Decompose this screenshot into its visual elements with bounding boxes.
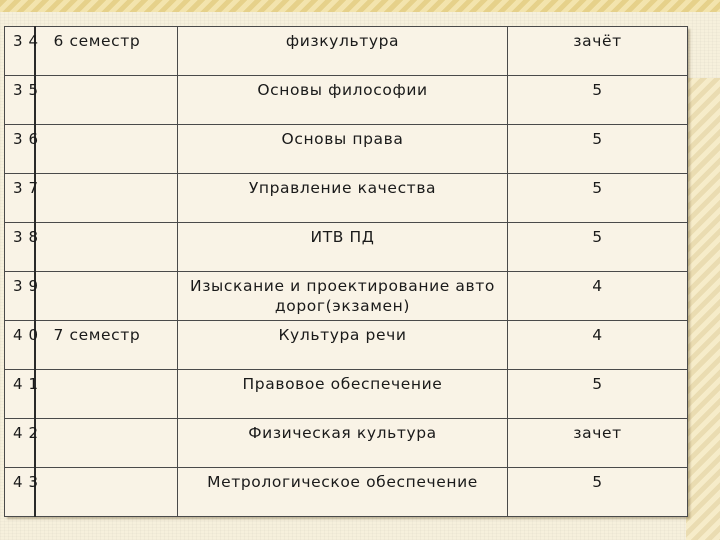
grades-table-container <box>4 26 687 516</box>
grade-cell: зачет <box>508 419 688 468</box>
semester-cell: 7 семестр <box>35 321 178 370</box>
row-number: 43 <box>5 468 35 517</box>
subject-cell: Основы права <box>178 125 508 174</box>
semester-cell: 6 семестр <box>35 27 178 76</box>
row-number: 36 <box>5 125 35 174</box>
row-number: 40 <box>5 321 35 370</box>
semester-cell <box>35 272 178 321</box>
semester-cell <box>35 370 178 419</box>
grade-cell: 5 <box>508 76 688 125</box>
subject-cell: Метрологическое обеспечение <box>178 468 508 517</box>
row-number: 38 <box>5 223 35 272</box>
subject-cell: Основы философии <box>178 76 508 125</box>
table-row <box>5 76 688 125</box>
semester-cell <box>35 419 178 468</box>
grade-cell: 5 <box>508 370 688 419</box>
subject-cell: Управление качества <box>178 174 508 223</box>
table-row <box>5 27 688 76</box>
table-row <box>5 419 688 468</box>
grade-cell: 4 <box>508 321 688 370</box>
semester-cell <box>35 76 178 125</box>
subject-cell: Физическая культура <box>178 419 508 468</box>
grade-cell: 4 <box>508 272 688 321</box>
row-number: 39 <box>5 272 35 321</box>
semester-cell <box>35 174 178 223</box>
semester-cell <box>35 223 178 272</box>
row-number: 42 <box>5 419 35 468</box>
table-row <box>5 272 688 321</box>
row-number: 35 <box>5 76 35 125</box>
subject-cell: Правовое обеспечение <box>178 370 508 419</box>
table-row <box>5 468 688 517</box>
grade-cell: 5 <box>508 174 688 223</box>
grade-cell: зачёт <box>508 27 688 76</box>
subject-cell: физкультура <box>178 27 508 76</box>
semester-cell <box>35 125 178 174</box>
grade-cell: 5 <box>508 468 688 517</box>
decorative-top-stripe <box>0 0 720 12</box>
grade-cell: 5 <box>508 223 688 272</box>
grades-table <box>4 26 688 517</box>
table-row <box>5 321 688 370</box>
row-number: 41 <box>5 370 35 419</box>
row-number: 37 <box>5 174 35 223</box>
subject-cell: Изыскание и проектирование авто дорог(экзамен) <box>178 272 508 321</box>
subject-cell: ИТВ ПД <box>178 223 508 272</box>
table-row <box>5 223 688 272</box>
grade-cell: 5 <box>508 125 688 174</box>
table-row <box>5 174 688 223</box>
table-row <box>5 125 688 174</box>
decorative-right-stripe <box>686 78 720 540</box>
subject-cell: Культура речи <box>178 321 508 370</box>
row-number: 34 <box>5 27 35 76</box>
table-row <box>5 370 688 419</box>
semester-cell <box>35 468 178 517</box>
